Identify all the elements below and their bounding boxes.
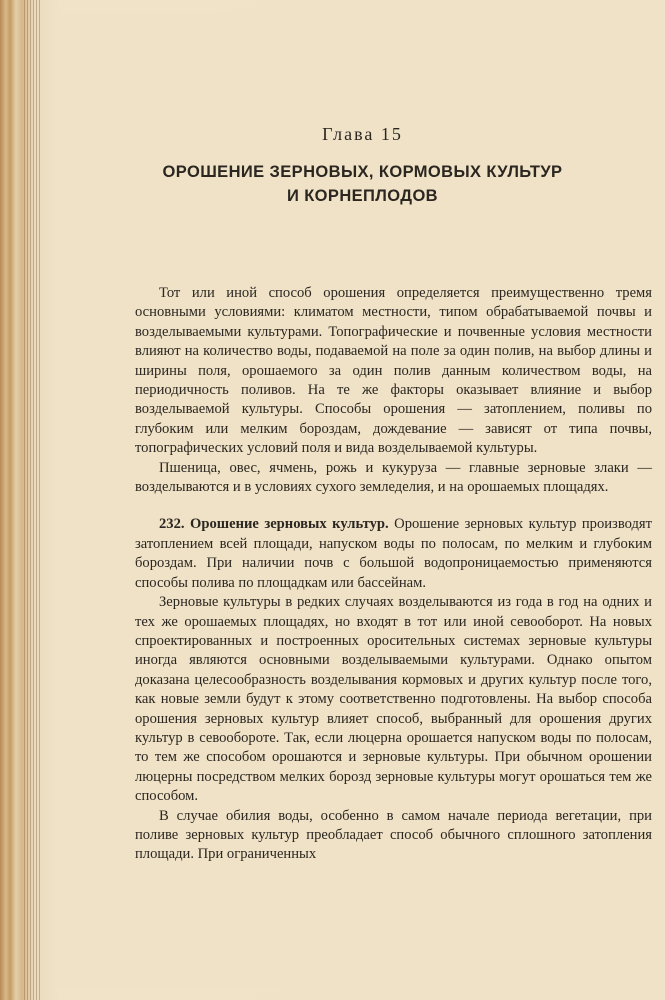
section-title: Орошение зерновых культур. — [190, 516, 389, 533]
paragraph-grains: Пшеница, овес, ячмень, рожь и кукуруза — главные зерновые злаки — возделываются и в условиях сухого земледелия, и на орошаемых площадях. — [135, 459, 652, 496]
chapter-title-line-2: И КОРНЕПЛОДОВ — [286, 187, 439, 205]
paragraph-rotation: Зерновые культуры в редких случаях возделываются из года в год на одних и тех же орошаемых площадях, но входят в тот или иной севооборот. На новых спроектированных и построенных оросительных системах зерновые культуры иногда являются основными возделываемыми культурами. Однако опытом доказана целесообразность возделывания кормовых и других культур после того, как новые земли будут к этому соответственно подготовлены. На выбор способа орошения зерновых культур влияет способ, выбранный для орошения других культур в севообороте. Так, если люцерна орошается напуском воды по полосам, то тем же способом орошаются и зерновые культуры. При обычном орошении люцерны посредством мелких борозд зерновые культуры могут орошаться тем же способом. — [135, 594, 652, 805]
section-number: 232. — [159, 516, 185, 533]
body-text — [135, 284, 652, 865]
chapter-heading: Глава 15 — [322, 124, 403, 144]
chapter-title — [30, 160, 665, 208]
paragraph-abundance: В случае обилия воды, особенно в самом начале периода вегетации, при поливе зерновых культур преобладает способ обычного сплошного затопления площади. При ограниченных — [135, 807, 652, 863]
chapter-title-line-1: ОРОШЕНИЕ ЗЕРНОВЫХ, КОРМОВЫХ КУЛЬТУР — [162, 163, 563, 181]
section-232 — [135, 515, 652, 593]
paragraph-intro: Тот или иной способ орошения определяется преимущественно тремя основными условиями: климатом местности, типом обрабатываемой почвы и возделываемыми культурами. Топографические и почвенные условия местности влияют на количество воды, подаваемой на поле за один полив, на выбор длины и ширины поля, орошаемого за один полив данным количеством воды, на периодичность поливов. На те же факторы оказывает влияние и выбор возделываемой культуры. Способы орошения — затоплением, поливы по глубоким или мелким бороздам, дождевание — зависят от типа почвы, топографических условий поля и вида возделываемой культуры. — [135, 285, 652, 457]
book-spine-edge — [24, 0, 42, 1000]
section-lead: Орошение зерновых культур производят затоплением всей площади, напуском воды по полосам, по мелким и глубоким бороздам. При наличии почв с большой водопроницаемостью применяются способы полива по площадкам или бассейнам. — [135, 516, 652, 591]
